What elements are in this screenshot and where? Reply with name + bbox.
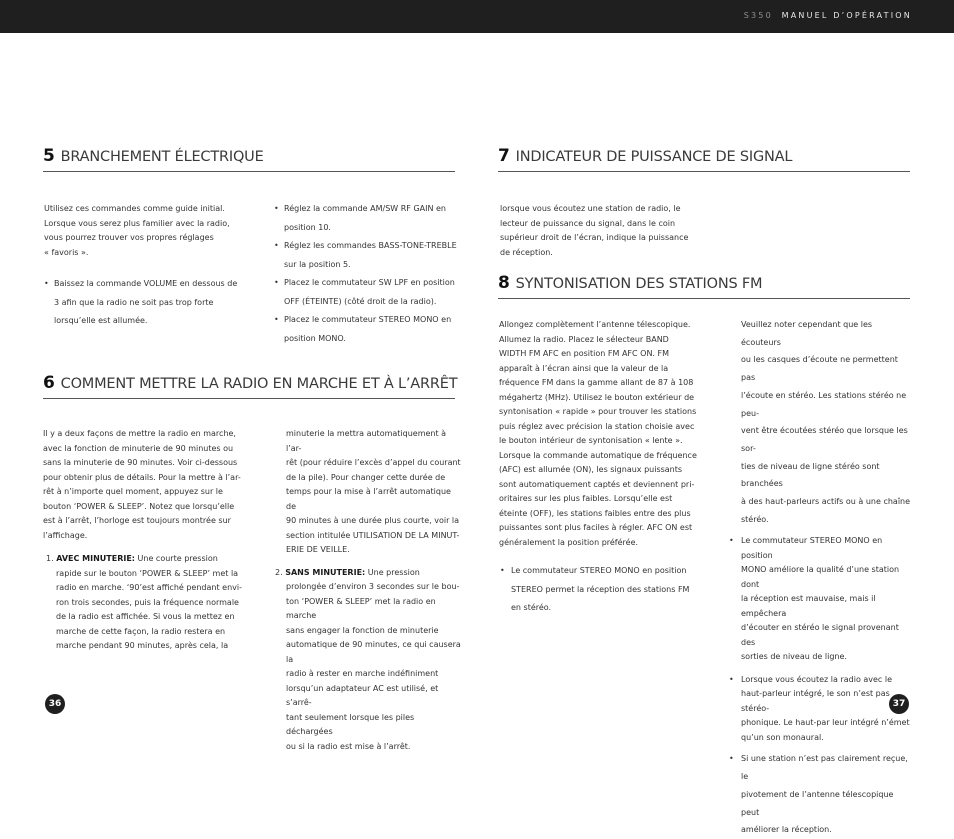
item-marker: 1. (46, 554, 54, 563)
section-8-col2 (729, 316, 914, 839)
section-5-rule (43, 171, 455, 172)
header-title (744, 11, 912, 20)
item-label: SANS MINUTERIE: (285, 567, 366, 577)
section-7-paragraph: lorsque vous écoutez une station de radio, le lecteur de puissance du signal, dans le coin supérieur droit de l’écran, indique la puissance de réception. (500, 204, 689, 257)
list-item (274, 311, 464, 348)
section-8-col1-bullet (500, 562, 715, 618)
section-8-heading (498, 274, 762, 293)
section-7-heading (498, 147, 792, 166)
bullet-marker: • (500, 566, 505, 575)
item-first-line: Une courte pression (135, 554, 218, 563)
section-7-title: INDICATEUR DE PUISSANCE DE SIGNAL (515, 149, 793, 165)
item-text: rapide sur le bouton ‘POWER & SLEEP’ met la radio en marche. ‘90’est affiché pendant envi- ron trois secondes, puis la fréquence normale de la radio est affichée. Si vous la mettez en marche de cette façon, la radio restera en marche pendant 90 minutes, après cela, la (56, 568, 242, 650)
list-item (44, 275, 264, 331)
bullet-marker: • (729, 674, 734, 684)
list-item (274, 274, 464, 311)
item-first-line: Une pression (365, 567, 420, 577)
list-item-text: Le commutateur STEREO MONO en position MONO améliore la qualité d’une station dont la réception est mauvaise, mais il empêchera d’écouter en stéréo le signal provenant des sorties de niveau de ligne. (741, 536, 900, 662)
bullet-marker: • (729, 754, 734, 764)
header-bar (0, 0, 954, 33)
section-8-number: 8 (498, 273, 510, 293)
page-number-left: 36 (45, 694, 65, 714)
section-5-intro-text: Utilisez ces commandes comme guide initial. Lorsque vous serez plus familier avec la radio, vous pourrez trouver vos propres réglages « favoris ». (44, 204, 230, 257)
section-6-item-1 (43, 552, 258, 654)
section-6-title: COMMENT METTRE LA RADIO EN MARCHE ET À L’ARRÊT (60, 376, 458, 392)
list-item (274, 200, 464, 237)
item-marker: 2. (275, 567, 283, 577)
bullet-marker: • (729, 536, 734, 546)
section-5-bullets-right (274, 200, 464, 348)
section-5-heading (43, 147, 264, 166)
bullet-marker: • (274, 204, 279, 213)
section-7-number: 7 (498, 146, 510, 166)
section-7-rule (498, 171, 910, 172)
section-6-heading (43, 374, 457, 393)
section-5-number: 5 (43, 146, 55, 166)
section-6-rule (43, 398, 455, 399)
section-5-title: BRANCHEMENT ÉLECTRIQUE (60, 149, 264, 165)
section-6-number: 6 (43, 373, 55, 393)
list-item-text: Placez le commutateur SW LPF en position OFF (ÉTEINTE) (côté droit de la radio). (284, 278, 455, 306)
list-item-text: Baissez la commande VOLUME en dessous de 3 afin que la radio ne soit pas trop forte lorsqu’elle est allumée. (54, 279, 238, 325)
section-6-col2 (275, 427, 461, 754)
list-item (274, 237, 464, 274)
list-item (729, 750, 914, 839)
section-8-col1-text: Allongez complètement l’antenne télescopique. Allumez la radio. Placez le sélecteur BAND WIDTH FM AFC en position FM AFC ON. FM apparaît à l’écran ainsi que la valeur de la fréquence FM dans la gamme allant de 87 à 108 mégahertz (MHz). Utilisez le bouton extérieur de syntonisation « rapide » pour trouver les stations puis réglez avec précision la station choisie avec le bouton intérieur de syntonisation « lente ». Lorsque la commande automatique de fréquence (AFC) est allumée (ON), les signaux puissants sont automatiquement captés et deviennent pri- oritaires sur les plus faibles. Lorsqu’elle est éteinte (OFF), les stations faibles entre des plus puissantes sont plus faciles à régler. AFC ON est généralement la position préférée. (499, 320, 697, 547)
list-item (500, 562, 715, 618)
list-item (729, 534, 914, 665)
section-8-title: SYNTONISATION DES STATIONS FM (515, 276, 763, 292)
section-6-col1 (43, 427, 258, 654)
list-item (729, 673, 914, 746)
list-item-text: Lorsque vous écoutez la radio avec le haut-parleur intégré, le son n’est pas stéréo- phonique. Le haut-par leur intégré n’émet qu’un son monaural. (741, 674, 910, 742)
list-item-text: Placez le commutateur STEREO MONO en position MONO. (284, 315, 452, 343)
section-8-col1 (499, 318, 714, 550)
section-6-item-2 (275, 566, 461, 755)
header-manual-title: MANUEL D’OPÉRATION (781, 11, 912, 20)
header-model: S350 (743, 11, 773, 20)
list-item-text: Réglez les commandes BASS-TONE-TREBLE sur la position 5. (284, 241, 457, 269)
list-item-text: Le commutateur STEREO MONO en position STEREO permet la réception des stations FM en stéréo. (511, 566, 690, 612)
section-7-text (500, 202, 720, 260)
list-item-text: Si une station n’est pas clairement reçue, le pivotement de l’antenne télescopique peut améliorer la réception. (741, 754, 908, 835)
section-8-rule (498, 298, 910, 299)
page-number-right: 37 (889, 694, 909, 714)
bullet-marker: • (274, 241, 279, 250)
section-6-intro-text: Il y a deux façons de mettre la radio en marche, avec la fonction de minuterie de 90 minutes ou sans la minuterie de 90 minutes. Voir ci-dessous pour obtenir plus de détails. Pour la mettre à l’ar- rêt à n’importe quel moment, appuyez sur le bouton ‘POWER & SLEEP’. Notez que lorsqu’elle est à l’arrêt, l’horloge est toujours montrée sur l’affichage. (43, 429, 241, 540)
bullet-marker: • (274, 278, 279, 287)
list-item-text: Réglez la commande AM/SW RF GAIN en position 10. (284, 204, 447, 232)
section-5-bullet-left (44, 275, 264, 331)
bullet-marker: • (44, 279, 49, 288)
item-text: prolongée d’environ 3 secondes sur le bou- ton ‘POWER & SLEEP’ met la radio en marche sans engager la fonction de minuterie automatique de 90 minutes, ce qui causera la radio à rester en marche indéfiniment lorsqu’un adaptateur AC est utilisé, et s’arrê- tant seulement lorsque les piles déchargées ou si la radio est mise à l’arrêt. (286, 582, 461, 751)
section-5-intro (44, 202, 264, 260)
bullet-marker: • (274, 315, 279, 324)
section-6-col2-text: minuterie la mettra automatiquement à l’ar- rêt (pour réduire l’excès d’appel du courant de la pile). Pour changer cette durée de temps pour la mise à l’arrêt automatique de 90 minutes à une durée plus courte, voir la section intitulée UTILISATION DE LA MINUT- ERIE DE VEILLE. (286, 429, 461, 554)
section-8-col2-intro: Veuillez noter cependant que les écouteurs ou les casques d’écoute ne permettent pas l’écoute en stéréo. Les stations stéréo ne peu- vent être écoutées stéréo que lorsque les sor- ties de niveau de ligne stéréo sont branchées à des haut-parleurs actifs ou à une chaîne stéréo. (741, 320, 911, 524)
item-label: AVEC MINUTERIE: (56, 554, 135, 563)
